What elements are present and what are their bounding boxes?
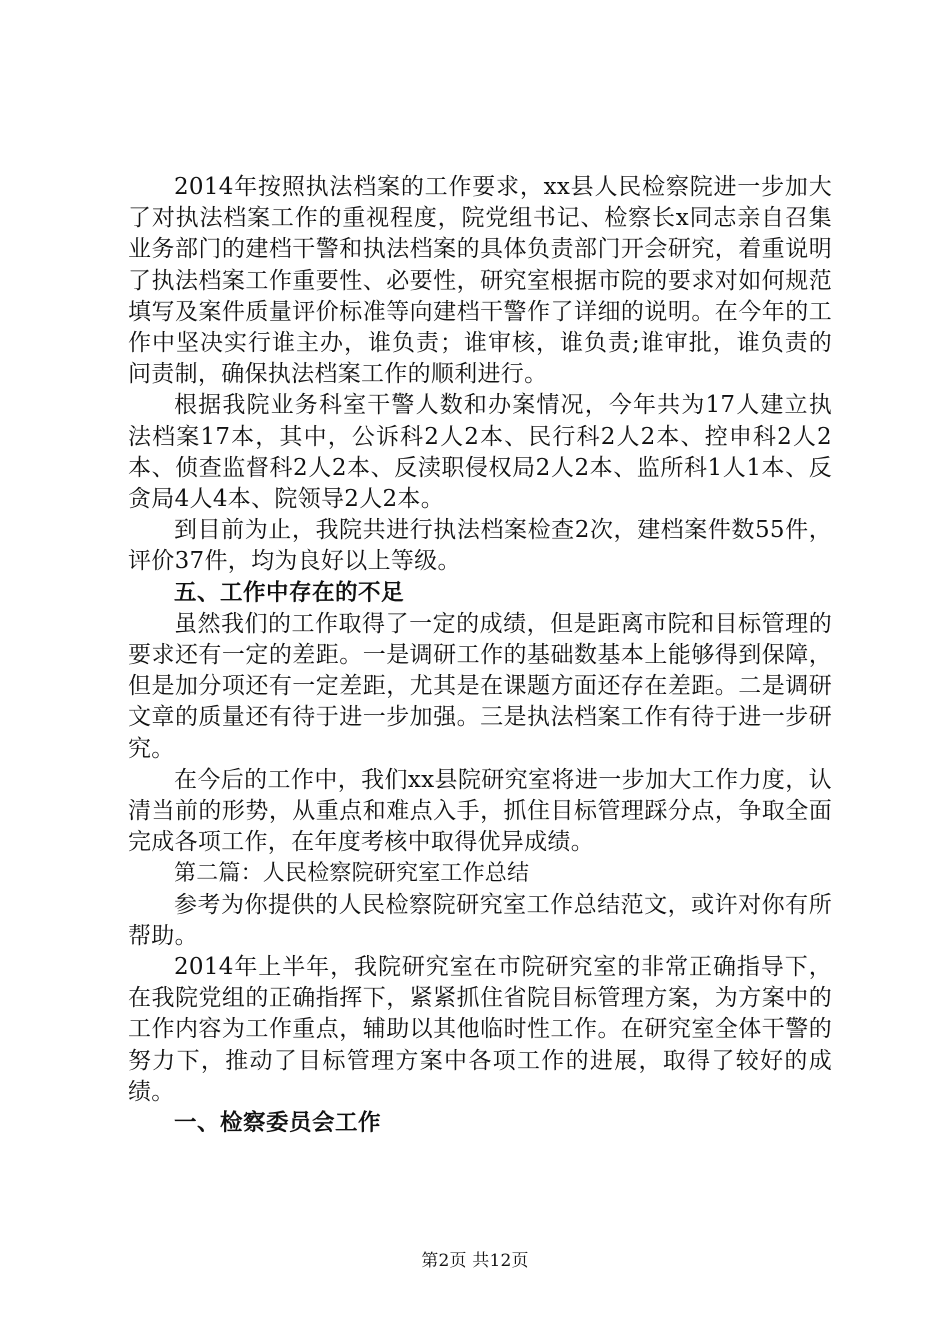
- paragraph-future-work: 在今后的工作中，我们xx县院研究室将进一步加大工作力度，认清当前的形势，从重点和难点入手，抓住目标管理踩分点，争取全面完成各项工作，在年度考核中取得优异成绩。: [128, 766, 832, 856]
- page-number-footer: 第2页 共12页: [421, 1251, 529, 1271]
- section-heading-procuratorial-committee: 一、检察委员会工作: [174, 1110, 382, 1137]
- paragraph-archive-inspection: 到目前为止，我院共进行执法档案检查2次，建档案件数55件，评价37件，均为良好以上等级。: [128, 517, 832, 575]
- paragraph-first-half-summary: 2014年上半年，我院研究室在市院研究室的非常正确指导下，在我院党组的正确指挥下，紧紧抓住省院目标管理方案，为方案中的工作内容为工作重点，辅助以其他临时性工作。在研究室全体干警的努力下，推动了目标管理方案中各项工作的进展，取得了较好的成绩。: [128, 954, 832, 1105]
- paragraph-reference-note: 参考为你提供的人民检察院研究室工作总结范文，或许对你有所帮助。: [128, 891, 832, 949]
- section-heading-shortcomings: 五、工作中存在的不足: [174, 579, 405, 606]
- paragraph-archive-requirements: 2014年按照执法档案的工作要求，xx县人民检察院进一步加大了对执法档案工作的重视程度，院党组书记、检察长x同志亲自召集业务部门的建档干警和执法档案的具体负责部门开会研究，着重说明了执法档案工作重要性、必要性，研究室根据市院的要求对如何规范填写及案件质量评价标准等向建档干警作了详细的说明。在今年的工作中坚决实行谁主办，谁负责；谁审核，谁负责;谁审批，谁负责的问责制，确保执法档案工作的顺利进行。: [128, 174, 832, 388]
- chapter-title: 第二篇：人民检察院研究室工作总结: [174, 861, 530, 887]
- document-body: [128, 172, 832, 1139]
- paragraph-shortcomings: 虽然我们的工作取得了一定的成绩，但是距离市院和目标管理的要求还有一定的差距。一是调研工作的基础数基本上能够得到保障，但是加分项还有一定差距，尤其是在课题方面还存在差距。二是调研文章的质量还有待于进一步加强。三是执法档案工作有待于进一步研究。: [128, 610, 832, 762]
- paragraph-archive-count: 根据我院业务科室干警人数和办案情况，今年共为17人建立执法档案17本，其中，公诉科2人2本、民行科2人2本、控申科2人2本、侦查监督科2人2本、反渎职侵权局2人2本、监所科1人1本、反贪局4人4本、院领导2人2本。: [128, 392, 832, 513]
